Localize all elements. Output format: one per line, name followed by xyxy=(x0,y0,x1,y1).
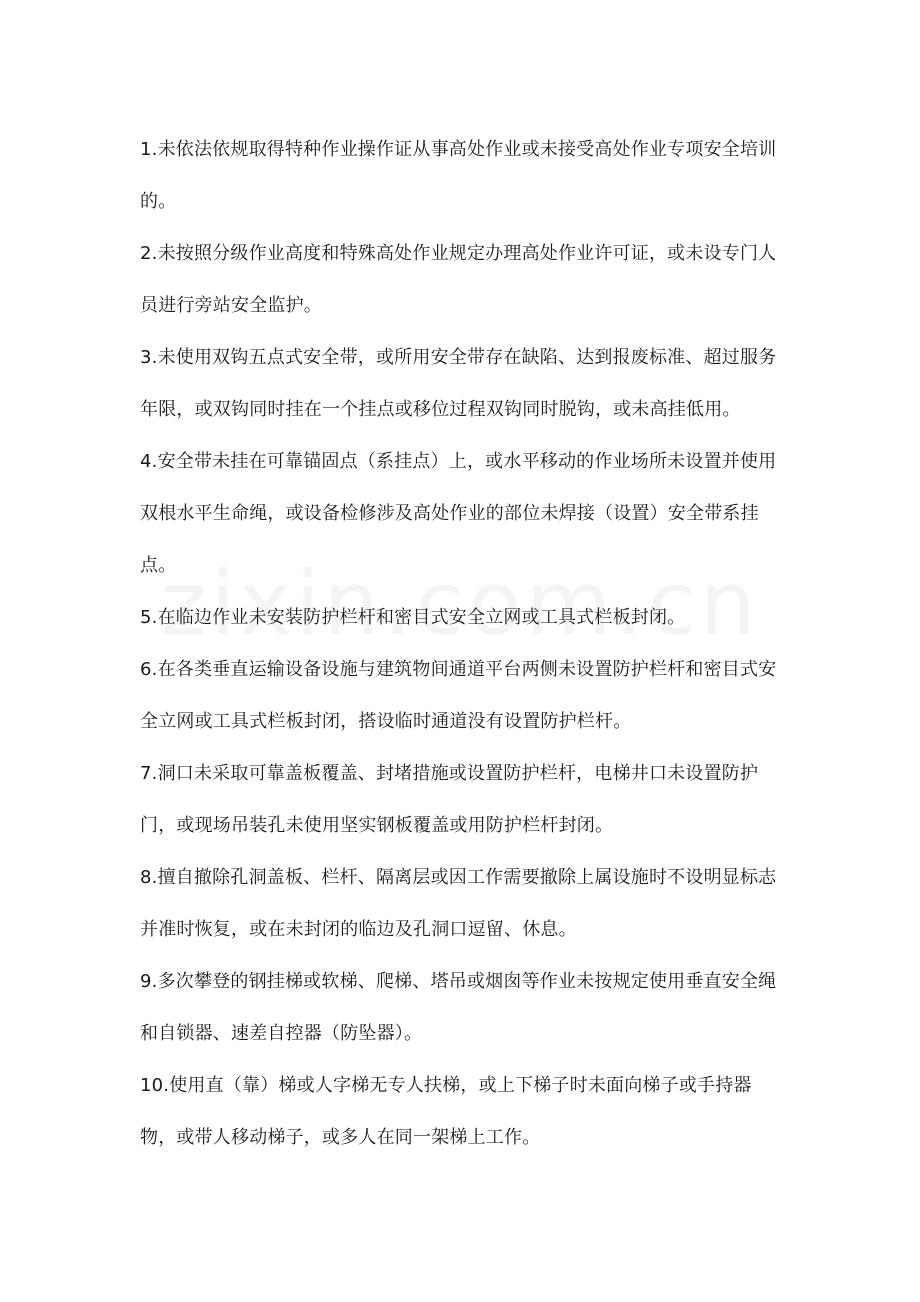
list-item: 7.洞口未采取可靠盖板覆盖、封堵措施或设置防护栏杆，电梯井口未设置防护门，或现场吊装孔未使用坚实钢板覆盖或用防护栏杆封闭。 xyxy=(140,763,759,836)
list-item: 1.未依法依规取得特种作业操作证从事高处作业或未接受高处作业专项安全培训的。 xyxy=(140,139,777,212)
list-item: 8.擅自撤除孔洞盖板、栏杆、隔离层或因工作需要撤除上属设施时不设明显标志并准时恢复，或在未封闭的临边及孔洞口逗留、休息。 xyxy=(140,867,777,940)
list-item: 2.未按照分级作业高度和特殊高处作业规定办理高处作业许可证，或未设专门人员进行旁站安全监护。 xyxy=(140,243,777,316)
list-item: 10.使用直（靠）梯或人字梯无专人扶梯，或上下梯子时未面向梯子或手持器物，或带人移动梯子，或多人在同一架梯上工作。 xyxy=(140,1075,752,1148)
list-item: 3.未使用双钩五点式安全带，或所用安全带存在缺陷、达到报废标准、超过服务年限，或双钩同时挂在一个挂点或移位过程双钩同时脱钩，或未高挂低用。 xyxy=(140,347,777,420)
list-item: 9.多次攀登的钢挂梯或软梯、爬梯、塔吊或烟囱等作业未按规定使用垂直安全绳和自锁器、速差自控器（防坠器）。 xyxy=(140,971,777,1044)
list-item: 5.在临边作业未安装防护栏杆和密目式安全立网或工具式栏板封闭。 xyxy=(140,607,686,628)
list-item: 4.安全带未挂在可靠锚固点（系挂点）上，或水平移动的作业场所未设置并使用双根水平生命绳，或设备检修涉及高处作业的部位未焊接（设置）安全带系挂点。 xyxy=(140,451,777,576)
list-item: 6.在各类垂直运输设备设施与建筑物间通道平台两侧未设置防护栏杆和密目式安全立网或工具式栏板封闭，搭设临时通道没有设置防护栏杆。 xyxy=(140,659,777,732)
document-body xyxy=(140,124,780,1164)
